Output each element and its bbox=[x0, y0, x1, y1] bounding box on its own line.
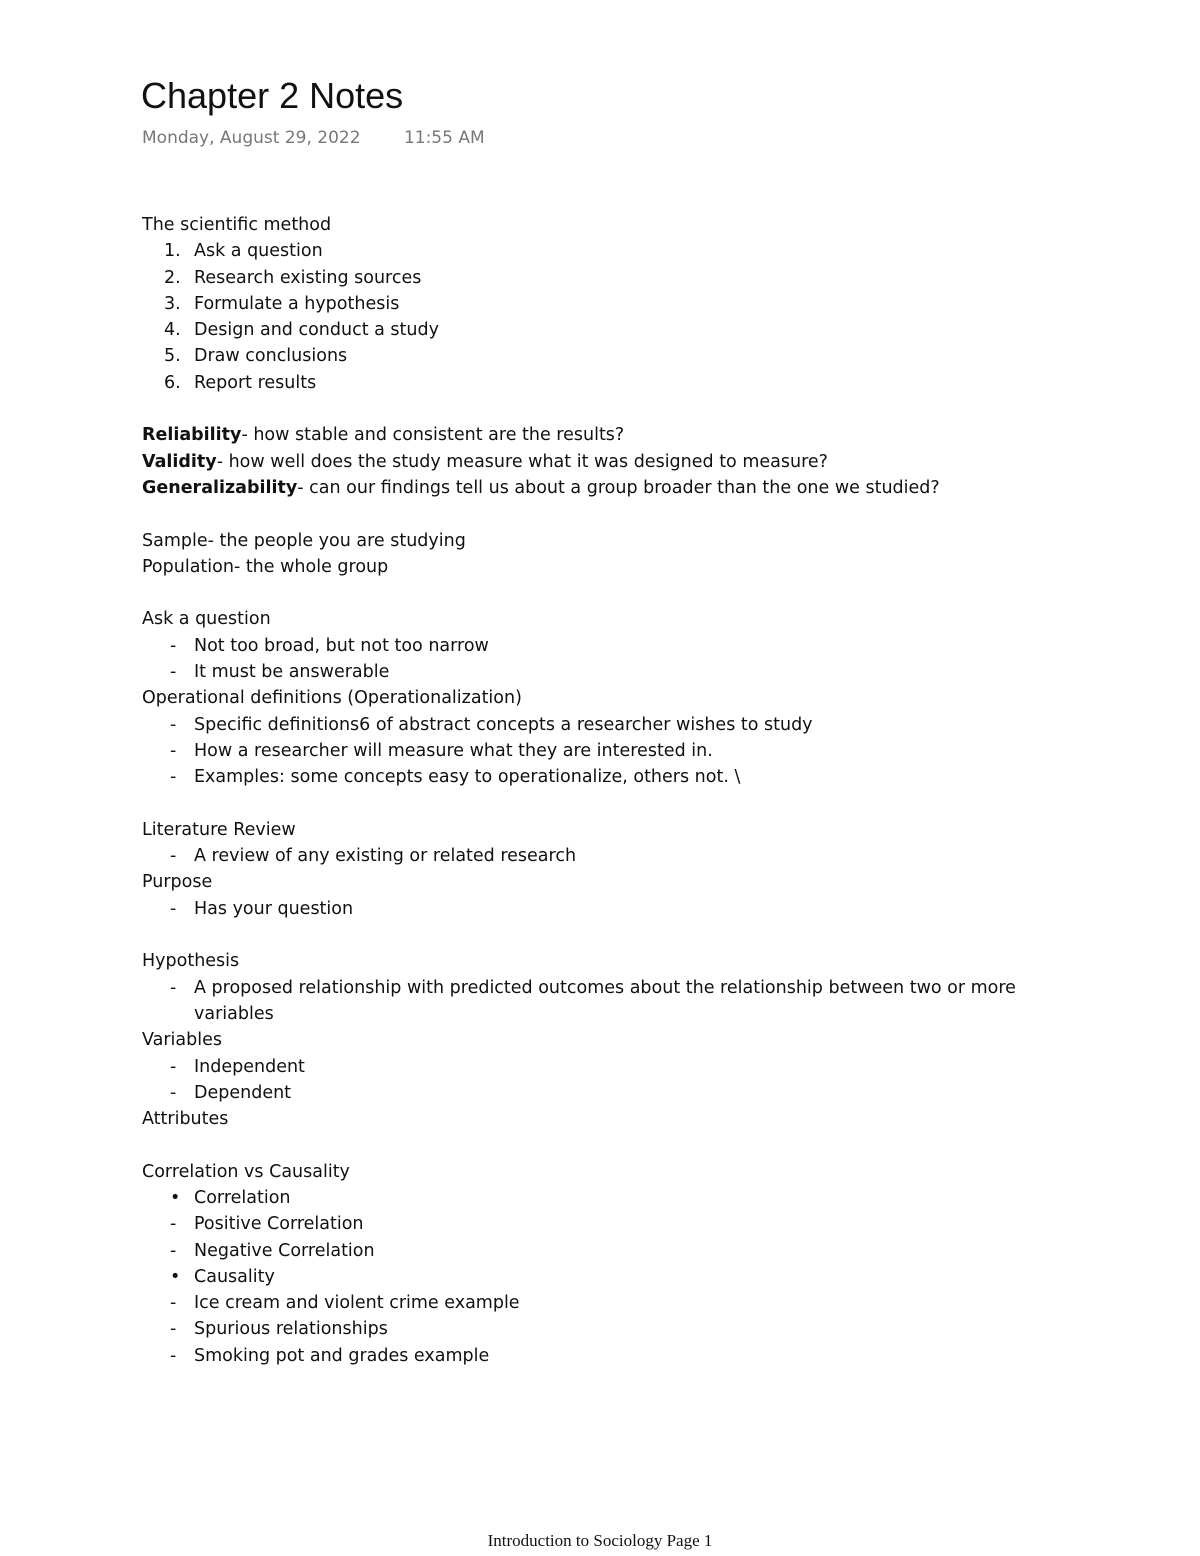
list-item-text: Positive Correlation bbox=[194, 1214, 364, 1235]
list-item bbox=[142, 1185, 1042, 1211]
list-item bbox=[142, 1316, 1042, 1342]
list-item-text: Ask a question bbox=[194, 241, 323, 262]
list-item bbox=[142, 265, 1042, 291]
dash-marker: - bbox=[170, 1056, 177, 1077]
definition: - can our findings tell us about a group broader than the one we studied? bbox=[297, 477, 940, 498]
term-definition bbox=[142, 422, 1042, 448]
bullet-marker: • bbox=[170, 1266, 181, 1287]
dash-marker: - bbox=[170, 662, 177, 683]
list-item-text: How a researcher will measure what they are interested in. bbox=[194, 740, 713, 761]
list-item-text: Draw conclusions bbox=[194, 346, 348, 367]
dash-marker: - bbox=[170, 1214, 177, 1235]
list-item-text: Report results bbox=[194, 372, 317, 393]
spacer bbox=[142, 791, 1042, 817]
list-item-text: Causality bbox=[194, 1266, 275, 1287]
page-time: 11:55 AM bbox=[403, 128, 485, 148]
definition: - how well does the study measure what it was designed to measure? bbox=[216, 451, 828, 472]
list-item bbox=[142, 1238, 1042, 1264]
list-item-text: Formulate a hypothesis bbox=[194, 293, 400, 314]
dash-marker: - bbox=[170, 1082, 177, 1103]
dash-marker: - bbox=[170, 977, 177, 998]
list-item bbox=[142, 633, 1042, 659]
bullet-marker: • bbox=[170, 1187, 181, 1208]
list-item-text: Spurious relationships bbox=[194, 1319, 388, 1340]
population-line: Population- the whole group bbox=[142, 556, 389, 577]
list-item bbox=[142, 1343, 1042, 1369]
section-heading: Variables bbox=[142, 1030, 222, 1051]
list-item-text: Research existing sources bbox=[194, 267, 422, 288]
section-heading: Purpose bbox=[142, 872, 213, 893]
list-item bbox=[142, 738, 1042, 764]
list-item bbox=[142, 659, 1042, 685]
list-item bbox=[142, 1290, 1042, 1316]
list-number: 2. bbox=[164, 267, 181, 288]
dash-marker: - bbox=[170, 1240, 177, 1261]
list-item bbox=[142, 1080, 1042, 1106]
dash-marker: - bbox=[170, 1319, 177, 1340]
list-number: 1. bbox=[164, 241, 181, 262]
term-definition bbox=[142, 449, 1042, 475]
list-item-text: Ice cream and violent crime example bbox=[194, 1293, 520, 1314]
section-heading: Literature Review bbox=[142, 819, 296, 840]
dash-marker: - bbox=[170, 898, 177, 919]
list-item bbox=[142, 843, 1042, 869]
list-item-text: Smoking pot and grades example bbox=[194, 1345, 490, 1366]
list-item bbox=[142, 896, 1042, 922]
page-footer: Introduction to Sociology Page 1 bbox=[487, 1531, 713, 1550]
term-definition bbox=[142, 475, 1042, 501]
list-number: 6. bbox=[164, 372, 181, 393]
page-date: Monday, August 29, 2022 bbox=[142, 128, 361, 148]
section-heading: Attributes bbox=[142, 1109, 229, 1130]
list-number: 3. bbox=[164, 293, 181, 314]
dash-marker: - bbox=[170, 714, 177, 735]
section-heading: Hypothesis bbox=[142, 951, 240, 972]
list-item-text: variables bbox=[194, 1003, 274, 1024]
list-item bbox=[142, 1264, 1042, 1290]
definition: - how stable and consistent are the results? bbox=[241, 425, 625, 446]
spacer bbox=[142, 396, 1042, 422]
list-item bbox=[142, 1211, 1042, 1237]
list-item-text: Has your question bbox=[194, 898, 354, 919]
list-item-text: Negative Correlation bbox=[194, 1240, 375, 1261]
list-item bbox=[142, 975, 1042, 1001]
list-item-text: Specific definitions6 of abstract concepts a researcher wishes to study bbox=[194, 714, 813, 735]
spacer bbox=[142, 501, 1042, 527]
list-number: 4. bbox=[164, 320, 181, 341]
list-item bbox=[142, 764, 1042, 790]
list-item bbox=[142, 343, 1042, 369]
term: Generalizability bbox=[142, 477, 298, 498]
list-item-text: Dependent bbox=[194, 1082, 292, 1103]
list-item bbox=[142, 712, 1042, 738]
dash-marker: - bbox=[170, 740, 177, 761]
list-item-text: Design and conduct a study bbox=[194, 320, 439, 341]
sample-line: Sample- the people you are studying bbox=[142, 530, 466, 551]
dash-marker: - bbox=[170, 1345, 177, 1366]
list-item-text: Not too broad, but not too narrow bbox=[194, 635, 489, 656]
section-heading: The scientific method bbox=[142, 215, 332, 235]
page-meta bbox=[142, 126, 485, 150]
page-title: Chapter 2 Notes bbox=[141, 75, 404, 116]
term: Validity bbox=[142, 451, 217, 472]
list-item bbox=[142, 317, 1042, 343]
list-item-text: Examples: some concepts easy to operationalize, others not. \ bbox=[194, 767, 741, 788]
list-item-text: A proposed relationship with predicted outcomes about the relationship between two or more bbox=[194, 977, 1016, 998]
section-heading: Correlation vs Causality bbox=[142, 1161, 350, 1182]
list-item bbox=[142, 291, 1042, 317]
term: Reliability bbox=[142, 425, 242, 446]
section-heading: Operational definitions (Operationalization) bbox=[142, 688, 522, 709]
list-item bbox=[142, 370, 1042, 396]
list-item-text: Independent bbox=[194, 1056, 305, 1077]
spacer bbox=[142, 922, 1042, 948]
list-item-text: Correlation bbox=[194, 1187, 291, 1208]
list-number: 5. bbox=[164, 346, 181, 367]
dash-marker: - bbox=[170, 635, 177, 656]
dash-marker: - bbox=[170, 846, 177, 867]
spacer bbox=[142, 1132, 1042, 1158]
spacer bbox=[142, 580, 1042, 606]
notes-body bbox=[142, 212, 1042, 1369]
list-item bbox=[142, 1054, 1042, 1080]
list-item-text: It must be answerable bbox=[194, 662, 390, 683]
dash-marker: - bbox=[170, 767, 177, 788]
list-item-text: A review of any existing or related research bbox=[194, 846, 577, 867]
list-item bbox=[142, 238, 1042, 264]
dash-marker: - bbox=[170, 1293, 177, 1314]
list-item-continuation bbox=[142, 1001, 1042, 1027]
section-heading: Ask a question bbox=[142, 609, 271, 630]
